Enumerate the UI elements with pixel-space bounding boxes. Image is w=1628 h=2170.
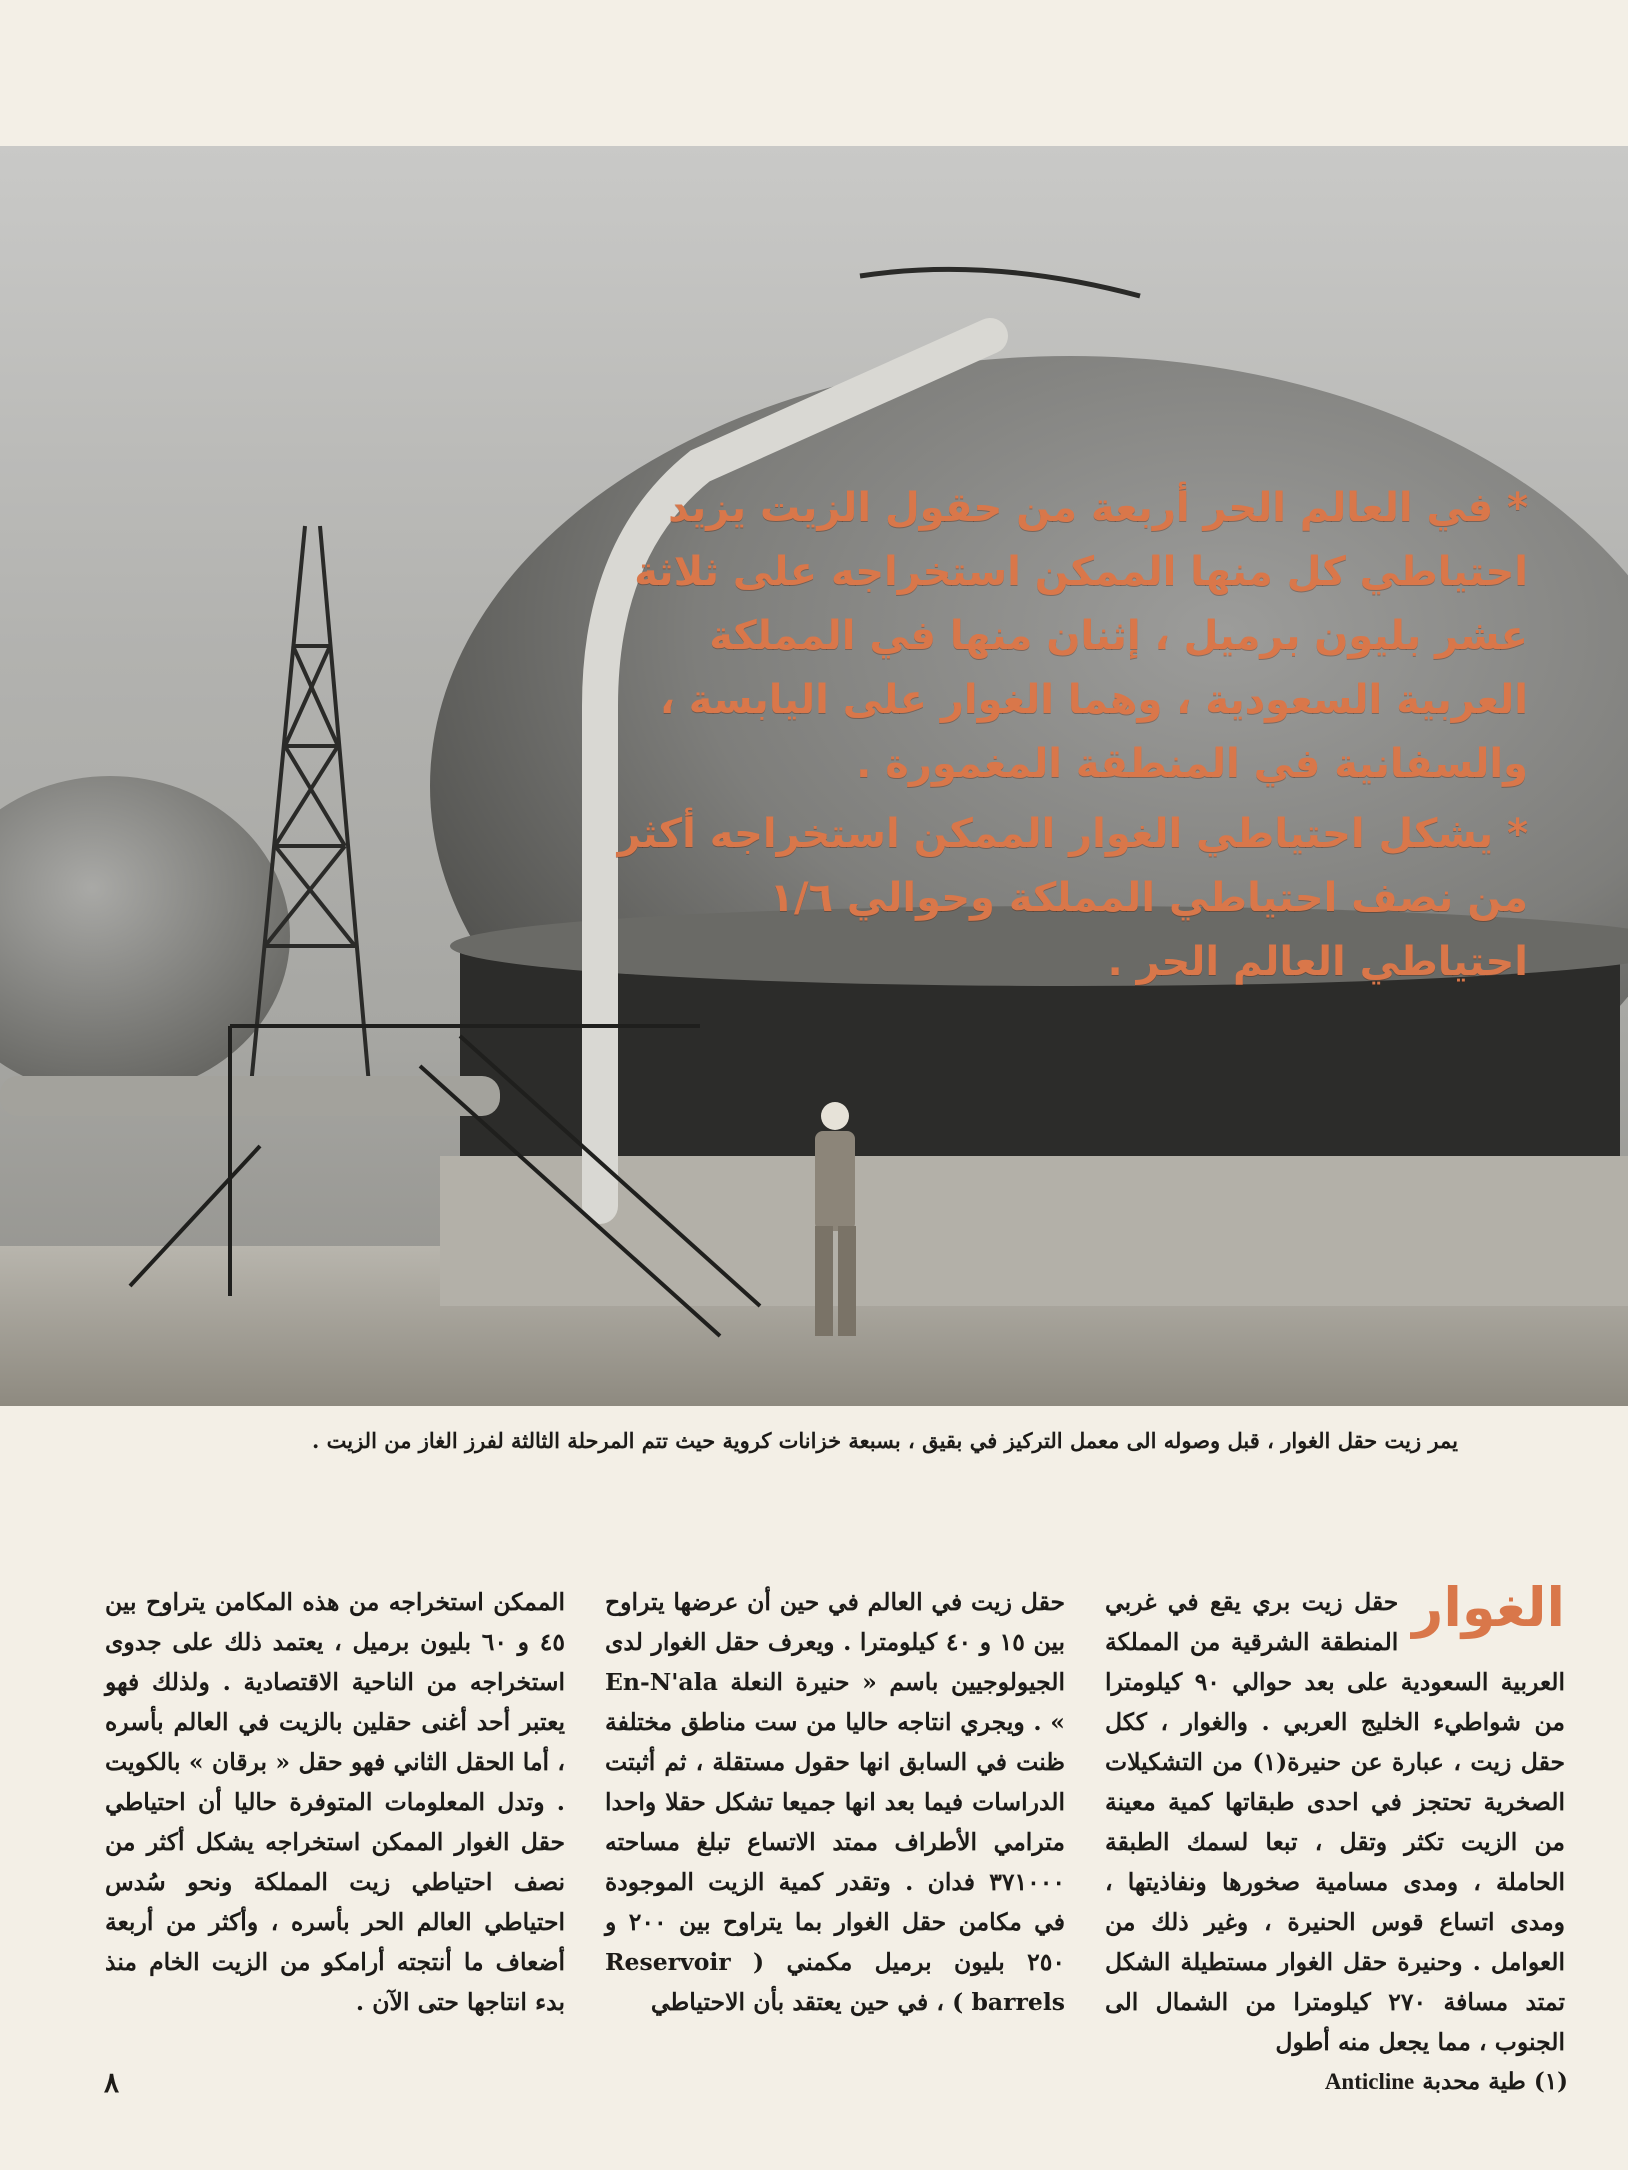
top-railing	[860, 269, 1140, 296]
horizontal-pipe	[0, 1076, 500, 1116]
overlay-line: * في العالم الحر أربعة من حقول الزيت يزيد احتياطي كل منها الممكن استخراجه على ثلاثة عشر بليون برميل ، إثنان منها في المملكة العربية السعودية ، وهما الغوار على اليابسة ، والسفانية في المنطقة المغمورة .	[634, 485, 1528, 787]
column-text: حقل زيت بري يقع في غربي المنطقة الشرقية من المملكة العربية السعودية على بعد حوالي ٩٠ كيلومترا من شواطيء الخليج العربي . والغوار ، ككل حقل زيت ، عبارة عن حنيرة(١) من التشكيلات الصخرية تحتجز في احدى طبقاتها كمية معينة من الزيت تكثر وتقل ، تبعا لسمك الطبقة الحاملة ، ومدى مسامية صخورها ونفاذيتها ، ومدى اتساع قوس الحنيرة ، وغير ذلك من العوامل . وحنيرة حقل الغوار مستطيلة الشكل تمتد مسافة ٢٧٠ كيلومترا من الشمال الى الجنوب ، مما يجعل منه أطول	[1105, 1588, 1566, 2056]
footnote	[1325, 2068, 1568, 2095]
tank-photo	[0, 146, 1628, 1406]
footnote-arabic: طية محدبة	[1422, 2068, 1526, 2095]
small-tank	[0, 776, 290, 1096]
article-column	[1105, 1576, 1566, 2056]
photo-caption: يمر زيت حقل الغوار ، قبل وصوله الى معمل التركيز في بقيق ، بسبعة خزانات كروية حيث تتم المرحلة الثالثة لفرز الغاز من الزيت .	[312, 1428, 1458, 1453]
article-body	[105, 1576, 1566, 2056]
article-column: حقل زيت في العالم في حين أن عرضها يتراوح بين ١٥ و ٤٠ كيلومترا . ويعرف حقل الغوار لدى الجيولوجيين باسم « حنيرة النعلة En-N'ala » . ويجري انتاجه حاليا من ست مناطق مختلفة ظنت في السابق انها حقول مستقلة ، ثم أثبتت الدراسات فيما بعد انها جميعا تشكل حقلا واحدا مترامي الأطراف ممتد الاتساع تبلغ مساحته ٣٧١٠٠٠ فدان . وتقدر كمية الزيت الموجودة في مكامن حقل الغوار بما يتراوح بين ٢٠٠ و ٢٥٠ بليون برميل مكمني ( Reservoir barrels ) ، في حين يعتقد بأن الاحتياطي	[605, 1588, 1066, 2016]
footnote-latin: Anticline	[1324, 2069, 1415, 2094]
footnote-marker: (١)	[1533, 2068, 1568, 2095]
page-number: ٨	[104, 2066, 120, 2099]
overlay-text	[598, 476, 1528, 1000]
overlay-line: * يشكل احتياطي الغوار الممكن استخراجه أكثر من نصف احتياطي المملكة وحوالي ١/٦ احتياطي العالم الحر .	[617, 811, 1528, 985]
article-column: الممكن استخراجه من هذه المكامن يتراوح بين ٤٥ و ٦٠ بليون برميل ، يعتمد ذلك على جدوى استخراجه من الناحية الاقتصادية . ولذلك فهو يعتبر أحد أغنى حقلين بالزيت في العالم بأسره ، أما الحقل الثاني فهو حقل « برقان » بالكويت . وتدل المعلومات المتوفرة حاليا أن احتياطي حقل الغوار الممكن استخراجه يشكل أكثر من نصف احتياطي زيت المملكة ونحو سُدس احتياطي العالم الحر بأسره ، وأكثر من أربعة أضعاف ما أنتجته أرامكو من الزيت الخام منذ بدء انتاجها حتى الآن .	[105, 1588, 565, 2016]
article-heading: الغوار	[1412, 1576, 1565, 1639]
